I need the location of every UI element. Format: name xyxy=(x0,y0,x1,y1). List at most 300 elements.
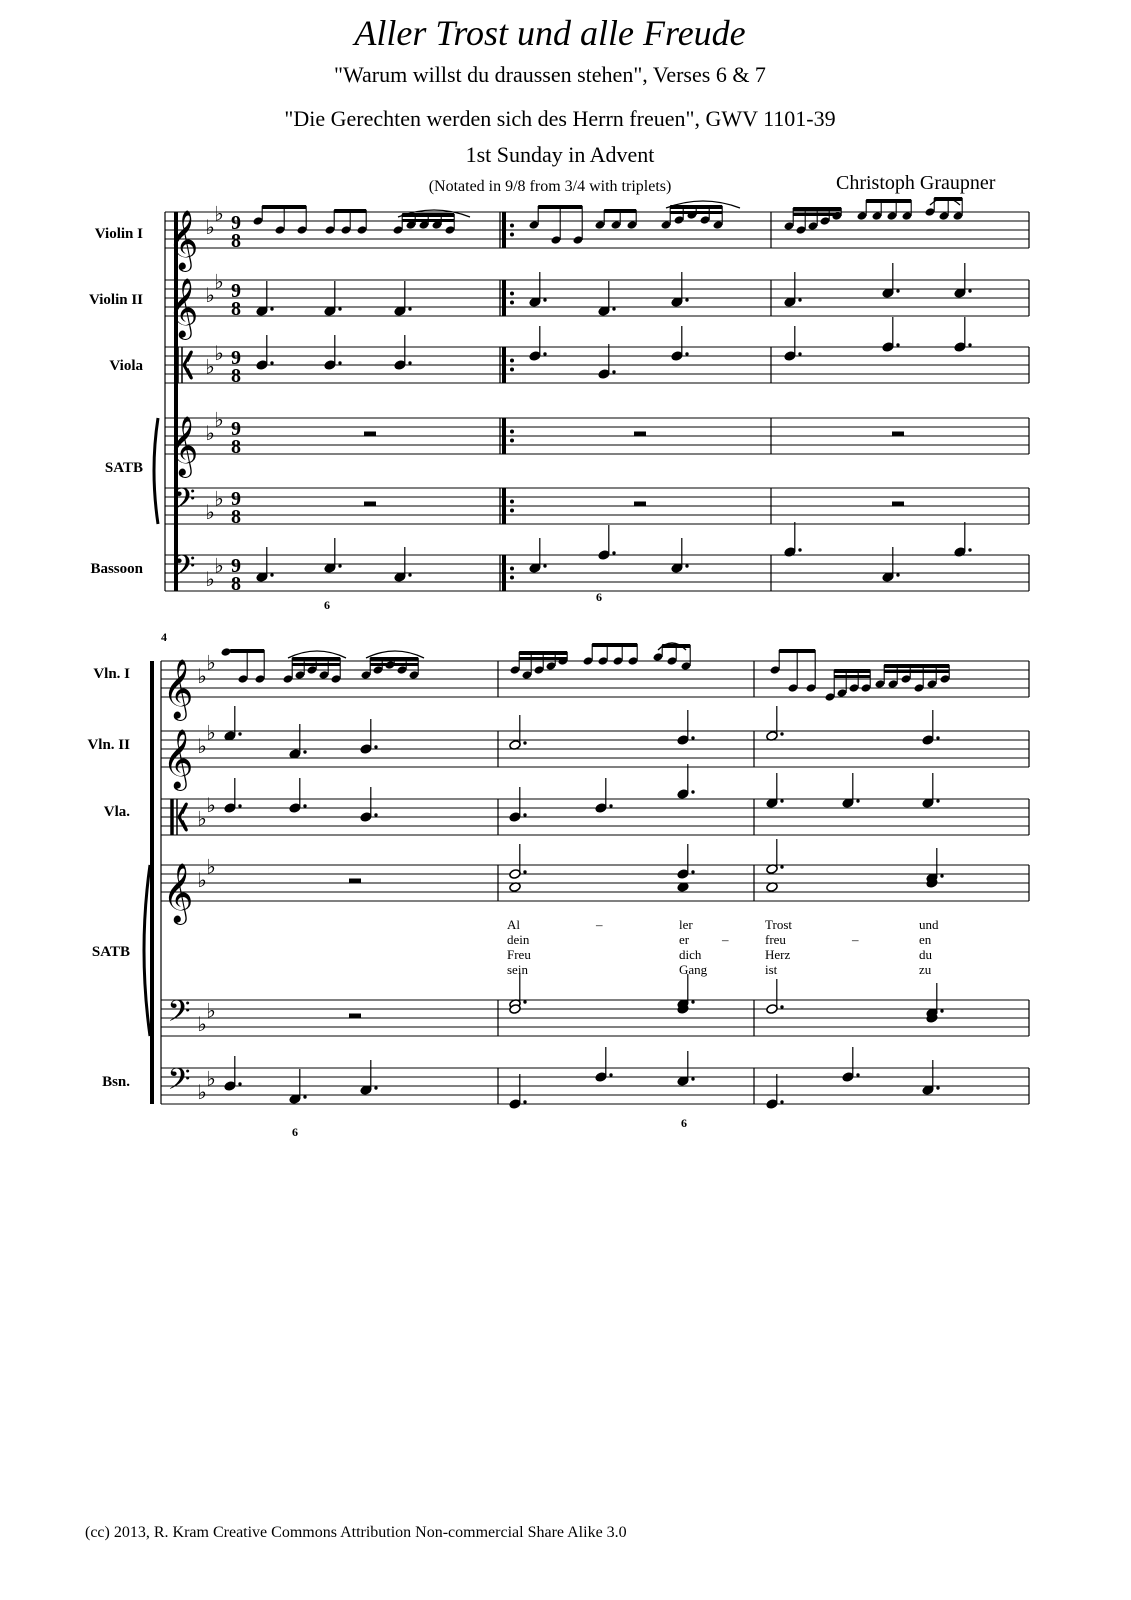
sys1-vln1-notehead xyxy=(925,207,936,217)
sys2-vln1-beam xyxy=(592,643,637,647)
lyric-v3-4: du xyxy=(919,947,932,962)
lyric-v1-4: Trost xyxy=(765,917,792,932)
sys1-vla-notehead xyxy=(529,351,541,362)
sys1-vln1-beam xyxy=(538,205,582,209)
lyric-v2-5: – xyxy=(852,932,859,947)
sys2-bsn-dot xyxy=(374,1086,377,1089)
sys2-staff-5-flat-icon: ♭ xyxy=(206,1068,216,1091)
sys2-vln1-notehead xyxy=(667,656,678,666)
sys2-vln1-notehead xyxy=(397,665,408,675)
sys2-vln1-notehead xyxy=(385,660,396,670)
sys1-vln2-dot xyxy=(896,289,899,292)
sys2-tenor-notehead xyxy=(677,999,689,1010)
sys2-soprano-notehead xyxy=(766,864,778,875)
sys2-vln1-notehead xyxy=(613,656,624,666)
sys2-vln2-dot xyxy=(303,750,306,753)
sys2-vln2-notehead xyxy=(922,735,934,746)
sys2-vln2-notehead xyxy=(766,731,778,742)
sys2-vln1-notehead xyxy=(825,692,836,702)
sys2-vln1-notehead xyxy=(927,679,938,689)
sys1-vla-dot xyxy=(543,352,546,355)
sys1-vln1-notehead xyxy=(595,220,606,230)
sys2-vln1-notehead xyxy=(806,683,817,693)
sys2-vla-dot xyxy=(936,799,939,802)
lyric-v2-6: en xyxy=(919,932,932,947)
sys2-vln1-beam xyxy=(834,675,870,678)
sys2-vln1-notehead xyxy=(770,665,781,675)
sys1-vln1-beam xyxy=(793,213,841,216)
sys2-staff-1-flat-icon: ♭ xyxy=(197,736,207,758)
lyric-v2-1: dein xyxy=(507,932,530,947)
sys2-vln1-beam xyxy=(292,657,340,661)
sys2-staff-2-flat-icon: ♭ xyxy=(206,795,216,817)
sys1-brace-icon xyxy=(154,418,158,524)
sys2-vln1-notehead xyxy=(319,670,330,680)
sys2-bass-notehead xyxy=(677,1004,689,1015)
sys1-vla-notehead xyxy=(954,342,966,353)
sys2-vla-notehead xyxy=(842,798,854,809)
sys2-satb-rest-icon xyxy=(349,879,361,884)
sys1-vln1-beam xyxy=(793,207,841,211)
sys1-staff-0-time-sig: 8 xyxy=(231,230,241,252)
sys2-vln1-notehead xyxy=(255,674,266,684)
sys2-bsn-dot xyxy=(936,1086,939,1089)
sys2-bsn-dot xyxy=(303,1095,306,1098)
sys2-vla-notehead xyxy=(509,812,521,823)
sys1-vln1-notehead xyxy=(357,225,368,235)
sys2-vln1-beam xyxy=(519,657,567,660)
figured-bass-4: 6 xyxy=(681,1116,687,1130)
sys1-staff-0-treble-clef-icon: 𝄞 xyxy=(167,212,199,269)
sys1-vln1-slur xyxy=(398,210,470,217)
label-vla: Vla. xyxy=(103,804,130,820)
sys2-vln1-slur xyxy=(658,643,686,650)
sys2-vln1-notehead xyxy=(331,674,342,684)
sys2-bass-notehead xyxy=(509,1004,521,1015)
sys2-vla-notehead xyxy=(360,812,372,823)
label-violin-1: Violin I xyxy=(94,226,143,242)
sys2-bsn-notehead xyxy=(766,1099,778,1110)
sys1-staff-4-time-sig: 8 xyxy=(231,506,241,528)
sys1-vln2-notehead xyxy=(529,297,541,308)
sys2-vln1-notehead xyxy=(849,683,860,693)
sys1-vla-notehead xyxy=(784,351,796,362)
sys2-soprano-dot xyxy=(780,865,783,868)
sys1-staff-4-bass-clef-icon: 𝄢 xyxy=(172,483,196,523)
sys2-vln1-notehead xyxy=(861,683,872,693)
sys1-staff-3-treble-clef-icon: 𝄞 xyxy=(167,418,199,475)
sys1-vla-notehead xyxy=(598,369,610,380)
sys2-vln1-slur xyxy=(366,651,424,658)
sys1-vla-notehead xyxy=(394,360,406,371)
sys1-bsn-notehead xyxy=(529,563,541,574)
sys1-staff-2-time-sig: 9 xyxy=(231,347,241,369)
sys1-satb-rest-icon xyxy=(634,432,646,437)
score-subtitle-cantata: "Die Gerechten werden sich des Herrn freuen", GWV 1101-39 xyxy=(284,106,836,131)
sys2-vln1-notehead xyxy=(788,683,799,693)
sys1-bsn-dot xyxy=(543,564,546,567)
sys1-vln1-notehead xyxy=(832,211,843,221)
sys1-vla-dot xyxy=(968,343,971,346)
sys2-vln1-notehead xyxy=(283,674,294,684)
sys2-alto-notehead xyxy=(509,882,521,893)
sys2-vln1-notehead xyxy=(221,647,232,657)
sys2-vln1-beam xyxy=(230,649,264,653)
sys1-vln2-dot xyxy=(968,289,971,292)
sys1-vln1-notehead xyxy=(393,225,404,235)
sys1-repeat-repeat-dot xyxy=(510,576,514,580)
sys1-vln2-dot xyxy=(338,307,341,310)
sys2-vln2-notehead xyxy=(677,735,689,746)
sys2-vln1-beam xyxy=(519,651,567,655)
sys2-vla-dot xyxy=(303,804,306,807)
sys1-vln2-dot xyxy=(408,307,411,310)
sys2-bsn-notehead xyxy=(595,1072,607,1083)
lyric-v2-4: freu xyxy=(765,932,786,947)
sys2-brace-icon xyxy=(144,865,150,1036)
sys1-vln1-notehead xyxy=(713,220,724,230)
sys2-vln1-beam xyxy=(834,669,870,673)
sys1-bsn-dot xyxy=(968,548,971,551)
sys1-vla-notehead xyxy=(256,360,268,371)
sys2-vln1-notehead xyxy=(837,688,848,698)
sys2-tenor-dot xyxy=(691,1000,694,1003)
sys1-bsn-dot xyxy=(338,564,341,567)
sys1-satb-rest-icon xyxy=(892,502,904,507)
sys1-vln2-notehead xyxy=(598,306,610,317)
sys2-staff-2-flat-icon: ♭ xyxy=(197,808,207,831)
sys1-vln1-beam xyxy=(866,199,911,203)
sys2-staff-1-treble-clef-icon: 𝄞 xyxy=(162,731,194,788)
sys1-repeat-repeat-dot xyxy=(510,368,514,372)
sys1-vln1-beam xyxy=(262,205,306,209)
sys1-vln1-slur xyxy=(930,198,960,205)
sys1-vla-dot xyxy=(338,361,341,364)
sys2-vln1-notehead xyxy=(361,670,372,680)
sys1-vln1-notehead xyxy=(872,211,883,221)
sys2-vla-dot xyxy=(856,799,859,802)
sys2-soprano-dot xyxy=(523,870,526,873)
sys1-vln2-dot xyxy=(612,307,615,310)
lyric-v4-3: ist xyxy=(765,962,778,977)
sys1-vln1-beam xyxy=(402,213,454,217)
sys2-alto-notehead xyxy=(677,882,689,893)
sys1-vln1-notehead xyxy=(902,211,913,221)
label-bsn: Bsn. xyxy=(102,1074,130,1090)
sys1-bsn-dot xyxy=(270,573,273,576)
sys2-vln1-notehead xyxy=(558,656,569,666)
figured-bass-1: 6 xyxy=(324,598,330,612)
sys2-bsn-dot xyxy=(609,1073,612,1076)
sys1-staff-3-time-sig: 8 xyxy=(231,436,241,458)
sys2-vln2-notehead xyxy=(289,749,301,760)
lyric-v1-5: und xyxy=(919,917,939,932)
sys2-staff-4-bass-clef-icon: 𝄢 xyxy=(167,995,191,1035)
sys1-vln1-notehead xyxy=(529,220,540,230)
sys2-vln2-dot xyxy=(523,741,526,744)
sys1-repeat-repeat-dot xyxy=(510,439,514,443)
lyric-v1-3: ler xyxy=(679,917,693,932)
sys2-vln2-dot xyxy=(936,736,939,739)
sys2-staff-2-alto-clef-icon xyxy=(179,804,186,830)
sys2-staff-4-flat-icon: ♭ xyxy=(197,1014,207,1036)
sys2-vln1-notehead xyxy=(546,661,557,671)
sys2-staff-4-flat-icon: ♭ xyxy=(206,1000,216,1023)
sys2-vln1-notehead xyxy=(583,656,594,666)
sys2-soprano-notehead xyxy=(509,869,521,880)
sys1-vln1-beam xyxy=(334,209,366,213)
sys2-vln1-notehead xyxy=(598,656,609,666)
sys1-vln1-notehead xyxy=(953,211,964,221)
sys1-vln1-notehead xyxy=(808,221,819,231)
sys1-vln1-notehead xyxy=(445,225,456,235)
sys1-staff-0-flat-icon: ♭ xyxy=(214,203,224,226)
lyric-v1-1: Al xyxy=(507,917,520,932)
sys1-vln1-notehead xyxy=(432,220,443,230)
sys2-bsn-notehead xyxy=(360,1085,372,1096)
sys2-tenor-notehead xyxy=(766,1004,778,1015)
sys1-vln2-notehead xyxy=(784,297,796,308)
sys1-satb-rest-icon xyxy=(364,432,376,437)
sys2-vln1-notehead xyxy=(307,665,318,675)
sys2-alto-notehead xyxy=(766,882,778,893)
sys1-vln1-notehead xyxy=(820,216,831,226)
score-title: Aller Trost und alle Freude xyxy=(354,13,746,53)
label-viola: Viola xyxy=(109,358,143,374)
sys1-vln1-beam xyxy=(670,205,722,209)
sys1-staff-4-time-sig: 9 xyxy=(231,488,241,510)
sys1-staff-1-flat-icon: ♭ xyxy=(205,285,215,307)
sys2-vla-notehead xyxy=(766,798,778,809)
sys2-vln1-notehead xyxy=(628,656,639,666)
sys2-tenor-dot xyxy=(940,1009,943,1012)
lyric-v3-1: Freu xyxy=(507,947,531,962)
sys2-staff-3-treble-clef-icon: 𝄞 xyxy=(162,865,194,922)
sys2-vla-dot xyxy=(691,790,694,793)
sys1-staff-1-flat-icon: ♭ xyxy=(214,271,224,294)
sys2-vla-notehead xyxy=(224,803,236,814)
sys1-vln1-notehead xyxy=(406,220,417,230)
sys2-staff-3-flat-icon: ♭ xyxy=(206,856,216,879)
sys1-vln1-notehead xyxy=(297,225,308,235)
lyric-v2-3: – xyxy=(722,932,729,947)
sys1-staff-5-time-sig: 9 xyxy=(231,555,241,577)
sys1-vln1-notehead xyxy=(253,216,264,226)
sys2-bsn-dot xyxy=(238,1082,241,1085)
sys1-repeat-repeat-dot xyxy=(510,301,514,305)
sys2-staff-0-treble-clef-icon: 𝄞 xyxy=(162,661,194,718)
sys1-vln2-notehead xyxy=(882,288,894,299)
sys2-vln1-beam xyxy=(292,663,340,666)
score-subtitle-occasion: 1st Sunday in Advent xyxy=(465,142,655,167)
sys1-repeat-repeat-dot xyxy=(510,224,514,228)
sys2-bsn-dot xyxy=(691,1077,694,1080)
sys1-vln1-beam xyxy=(402,219,454,222)
sys1-staff-3-flat-icon: ♭ xyxy=(214,409,224,432)
sys1-vla-dot xyxy=(612,370,615,373)
sys1-satb-rest-icon xyxy=(892,432,904,437)
sys1-bsn-dot xyxy=(408,573,411,576)
sys1-vla-dot xyxy=(798,352,801,355)
sys2-vla-notehead xyxy=(595,803,607,814)
sys1-vla-dot xyxy=(408,361,411,364)
sys1-bsn-notehead xyxy=(324,563,336,574)
sys1-vla-notehead xyxy=(882,342,894,353)
sys1-vln1-notehead xyxy=(857,211,868,221)
lyric-v4-2: Gang xyxy=(679,962,708,977)
sys2-vln2-dot xyxy=(780,732,783,735)
sys1-staff-3-time-sig: 9 xyxy=(231,418,241,440)
sys1-vln1-notehead xyxy=(419,220,430,230)
sys2-bsn-dot xyxy=(523,1100,526,1103)
sys2-bass-notehead xyxy=(926,1013,938,1024)
sys2-staff-5-bass-clef-icon: 𝄢 xyxy=(167,1063,191,1103)
sys2-vla-dot xyxy=(374,813,377,816)
sys1-vln1-notehead xyxy=(700,215,711,225)
sys2-vln1-notehead xyxy=(510,665,521,675)
sys2-soprano-dot xyxy=(940,874,943,877)
sys2-vln1-notehead xyxy=(888,679,899,689)
sys1-vln1-notehead xyxy=(551,235,562,245)
sys2-bsn-dot xyxy=(856,1073,859,1076)
sys2-vln2-dot xyxy=(238,732,241,735)
sys2-vln1-notehead xyxy=(901,674,912,684)
sys1-vln1-notehead xyxy=(573,235,584,245)
sys1-vln2-notehead xyxy=(671,297,683,308)
sys2-vla-dot xyxy=(523,813,526,816)
sys1-repeat-repeat-dot xyxy=(510,567,514,571)
sys1-staff-2-time-sig: 8 xyxy=(231,365,241,387)
sys1-vla-dot xyxy=(685,352,688,355)
sys2-soprano-notehead xyxy=(926,873,938,884)
sys1-staff-0-flat-icon: ♭ xyxy=(205,217,215,239)
sys1-vln1-beam xyxy=(604,209,636,213)
sys1-bsn-notehead xyxy=(882,572,894,583)
sys1-repeat-repeat-dot xyxy=(510,430,514,434)
label-bassoon: Bassoon xyxy=(90,561,143,577)
sys1-vln1-notehead xyxy=(784,221,795,231)
sys1-staff-5-flat-icon: ♭ xyxy=(214,555,224,578)
sys1-staff-5-bass-clef-icon: 𝄢 xyxy=(172,550,196,590)
sys2-bsn-dot xyxy=(780,1100,783,1103)
sys2-staff-1-flat-icon: ♭ xyxy=(206,722,216,745)
sys1-satb-rest-icon xyxy=(364,502,376,507)
sys2-soprano-notehead xyxy=(677,869,689,880)
lyric-v2-2: er xyxy=(679,932,690,947)
sys2-vln1-beam xyxy=(779,649,815,653)
sys2-vln1-notehead xyxy=(534,665,545,675)
sys1-staff-4-flat-icon: ♭ xyxy=(205,502,215,524)
sys1-staff-1-treble-clef-icon: 𝄞 xyxy=(167,280,199,337)
sys2-vln1-notehead xyxy=(522,670,533,680)
sys2-vln1-beam xyxy=(370,657,418,661)
figured-bass-3: 6 xyxy=(292,1125,298,1139)
sys1-vln1-notehead xyxy=(341,225,352,235)
sys2-tenor-dot xyxy=(523,1000,526,1003)
lyric-v1-2: – xyxy=(596,917,603,932)
sys1-staff-2-alto-clef-icon xyxy=(184,352,191,378)
sys2-vln1-notehead xyxy=(653,652,664,662)
sys1-vln1-beam xyxy=(934,197,962,201)
sys2-vln1-notehead xyxy=(681,661,692,671)
sys2-vla-dot xyxy=(609,804,612,807)
sys1-vln1-beam xyxy=(670,211,722,214)
sys1-staff-2-flat-icon: ♭ xyxy=(205,356,215,379)
sys1-staff-4-flat-icon: ♭ xyxy=(214,488,224,511)
sys1-vln1-slur xyxy=(666,201,740,208)
sys1-vln1-notehead xyxy=(611,220,622,230)
sys1-vln2-dot xyxy=(543,298,546,301)
sys2-tenor-dot xyxy=(780,1005,783,1008)
sys1-vln1-notehead xyxy=(661,220,672,230)
sys1-bsn-notehead xyxy=(954,547,966,558)
sys1-vln2-dot xyxy=(270,307,273,310)
sys1-repeat-repeat-dot xyxy=(510,292,514,296)
sys1-satb-rest-icon xyxy=(634,502,646,507)
sys2-vla-notehead xyxy=(922,798,934,809)
sys2-bsn-notehead xyxy=(842,1072,854,1083)
sys2-bsn-notehead xyxy=(224,1081,236,1092)
sys2-vln2-dot xyxy=(691,736,694,739)
label-vln-2: Vln. II xyxy=(87,737,130,753)
sys1-vla-notehead xyxy=(671,351,683,362)
sys1-vln1-notehead xyxy=(627,220,638,230)
sys2-vln1-notehead xyxy=(238,674,249,684)
sys1-vln1-notehead xyxy=(275,225,286,235)
sys2-alto-notehead xyxy=(926,878,938,889)
sys1-staff-5-time-sig: 8 xyxy=(231,573,241,595)
sys1-repeat-repeat-dot xyxy=(510,500,514,504)
lyric-v4-1: sein xyxy=(507,962,528,977)
label-satb-2: SATB xyxy=(91,944,130,960)
sys2-vln2-notehead xyxy=(360,744,372,755)
sys1-repeat-repeat-dot xyxy=(510,359,514,363)
sys2-bsn-notehead xyxy=(289,1094,301,1105)
sys2-staff-5-flat-icon: ♭ xyxy=(197,1082,207,1104)
sys2-bsn-notehead xyxy=(922,1085,934,1096)
figured-bass-2: 6 xyxy=(596,590,602,604)
sys2-vln1-notehead xyxy=(295,670,306,680)
sys1-staff-2-flat-icon: ♭ xyxy=(214,343,224,365)
sys1-vln2-notehead xyxy=(324,306,336,317)
sys2-vln1-beam xyxy=(662,644,690,648)
sys2-soprano-dot xyxy=(691,870,694,873)
sys2-satb-rest-icon xyxy=(349,1014,361,1019)
composer-name: Christoph Graupner xyxy=(836,172,996,194)
sys2-vla-dot xyxy=(780,799,783,802)
sys1-vln2-dot xyxy=(685,298,688,301)
sys1-vla-notehead xyxy=(324,360,336,371)
sys1-bsn-dot xyxy=(896,573,899,576)
sys1-vla-dot xyxy=(270,361,273,364)
sys1-vln2-notehead xyxy=(954,288,966,299)
sys2-staff-0-flat-icon: ♭ xyxy=(197,666,207,688)
sys1-bsn-notehead xyxy=(671,563,683,574)
sys1-staff-1-time-sig: 8 xyxy=(231,298,241,320)
sys2-vln1-notehead xyxy=(940,674,951,684)
lyric-v3-2: dich xyxy=(679,947,702,962)
sys1-vln1-notehead xyxy=(939,211,950,221)
sys2-vln1-slur xyxy=(288,651,346,658)
sys2-tenor-notehead xyxy=(926,1008,938,1019)
score-subtitle-chorale: "Warum willst du draussen stehen", Verses 6 & 7 xyxy=(334,62,766,87)
sys2-vln1-beam xyxy=(884,664,949,668)
sys1-vln1-notehead xyxy=(325,225,336,235)
sys2-vla-notehead xyxy=(677,789,689,800)
sys1-vln1-notehead xyxy=(887,211,898,221)
sys2-vla-notehead xyxy=(289,803,301,814)
lyric-v3-3: Herz xyxy=(765,947,791,962)
